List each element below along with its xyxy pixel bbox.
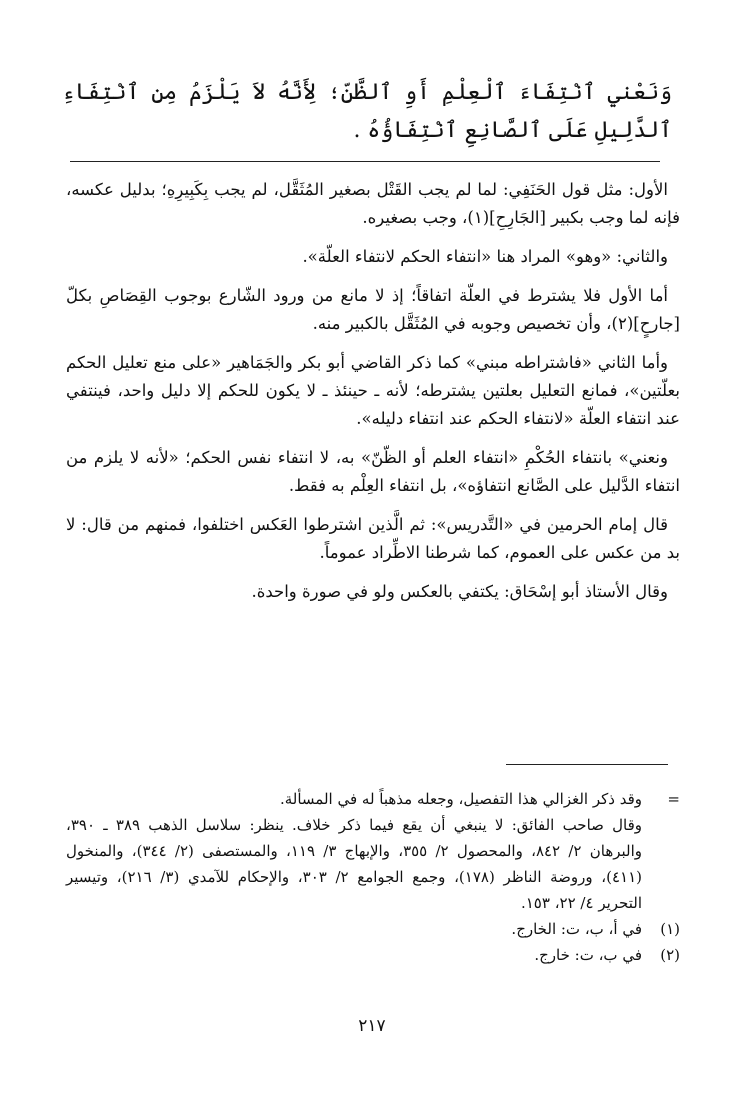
- footnote-item: [66, 942, 680, 968]
- footnotes-block: [66, 786, 680, 968]
- matn-separator-rule: [70, 161, 660, 162]
- commentary-paragraph: الأول: مثل قول الحَنَفِي: لما لم يجب القَتْل بصغير المُثَقَّل، لم يجب بِكَبِيرِهِ؛ بدليل عكسه، فإنه لما وجب بكبير [الجَارِحِ](١)، وجب بصغيره.: [66, 180, 680, 227]
- commentary-paragraph: أما الأول فلا يشترط في العلّة اتفاقاً؛ إذ لا مانع من ورود الشّارع بوجوب القِصَاصِ بكلّ [جارحٍ](٢)، وأن تخصيص وجوبه في المُثَقَّل بالكبير منه.: [66, 286, 680, 333]
- matn-text: وَنَعْني ٱنْتِفَاءَ ٱلْعِلْمِ أَوِ ٱلظَّنِّ؛ لِأَنَّهُ لاَ يَلْزَمُ مِنِ ٱنْتِفَاءِ ٱلدَّلِيلِ عَلَى ٱلصَّانِعِ ٱنْتِفَاؤُهُ .: [62, 80, 672, 143]
- footnote-separator-rule: [506, 764, 668, 765]
- commentary-paragraph: وأما الثاني «فاشتراطه مبني» كما ذكر القاضي أبو بكر والجَمَاهير «على منع تعليل الحكم بعلّتين»، فمانع التعليل بعلتين يشترطه؛ لأنه ـ حينئذ ـ لا يكون للحكم إلا دليل واحد، فينتفي عند انتفاء العلّة «لانتفاء الحكم عند انتفاء دليله».: [66, 353, 680, 428]
- footnote-number: (٢): [660, 946, 680, 964]
- footnote-text: في أ، ب، ت: الخارج.: [511, 920, 642, 938]
- commentary-paragraph: وقال الأستاذ أبو إسْحَاق: يكتفي بالعكس ولو في صورة واحدة.: [251, 582, 668, 601]
- page-number: ٢١٧: [358, 1016, 386, 1036]
- commentary-block: [66, 176, 680, 617]
- commentary-paragraph: والثاني: «وهو» المراد هنا «انتفاء الحكم لانتفاء العلّة».: [302, 247, 668, 266]
- footnote-continuation: [66, 786, 680, 812]
- footnote-text: في ب، ت: خارج.: [534, 946, 642, 964]
- commentary-paragraph: ونعني» بانتفاء الحُكْمِ «انتفاء العلم أو الظّنّ» به، لا انتفاء نفس الحكم؛ «لأنه لا يلزم من انتفاء الدَّليل على الصَّانع انتفاؤه»، بل انتفاء العِلْم به فقط.: [66, 448, 680, 495]
- footnote-continuation-line: وقال صاحب الفائق: لا ينبغي أن يقع فيما ذكر خلاف. ينظر: سلاسل الذهب ٣٨٩ ـ ٣٩٠، والبرهان ٢/ ٨٤٢، والمحصول ٢/ ٣٥٥، والإبهاج ٣/ ١١٩، والمستصفى (٢/ ٣٤٤)، والمنخول (٤١١)، وروضة الناظر (١٧٨)، وجمع الجوامع ٢/ ٣٠٣، والإحكام للآمدي (٣/ ٢١٦)، وتيسير التحرير ٤/ ٢٢، ١٥٣.: [66, 816, 643, 912]
- footnote-continuation-line: وقد ذكر الغزالي هذا التفصيل، وجعله مذهباً له في المسألة.: [279, 790, 642, 808]
- footnote-number: (١): [660, 920, 680, 938]
- footnote-item: [66, 916, 680, 942]
- footnote-continuation: [66, 812, 680, 916]
- commentary-paragraph: قال إمام الحرمين في «التَّدريس»: ثم الَّذين اشترطوا العَكس اختلفوا، فمنهم من قال: لا بد من عكس على العموم، كما شرطنا الاطِّراد عموماً.: [66, 515, 680, 562]
- continuation-marker: =: [667, 790, 680, 808]
